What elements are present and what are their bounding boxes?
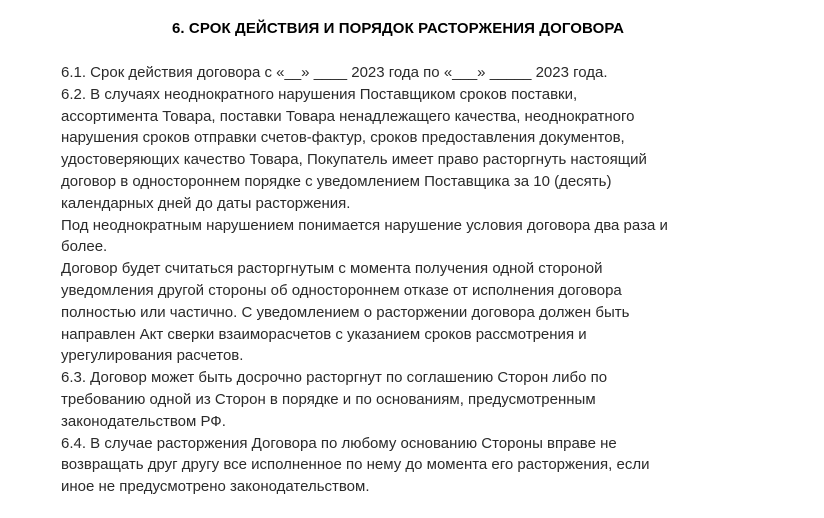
clause-6-4-line: 6.4. В случае расторжения Договора по любому основанию Стороны вправе не <box>61 434 617 452</box>
definition-line: Под неоднократным нарушением понимается нарушение условия договора два раза и <box>61 216 668 234</box>
termination-paragraph-line: урегулирования расчетов. <box>61 347 244 365</box>
termination-paragraph-line: уведомления другой стороны об одностороннем отказе от исполнения договора <box>61 281 622 299</box>
section-body <box>61 62 761 498</box>
termination-paragraph-line: направлен Акт сверки взаиморасчетов с указанием сроков рассмотрения и <box>61 325 587 343</box>
clause-6-1-line: 6.1. Срок действия договора с «__» ____ 2023 года по «___» _____ 2023 года. <box>61 64 608 81</box>
clause-6-4-line: возвращать друг другу все исполненное по нему до момента его расторжения, если <box>61 456 650 474</box>
clause-6-3-line: 6.3. Договор может быть досрочно расторгнут по соглашению Сторон либо по <box>61 369 608 387</box>
clause-6-2-line: удостоверяющих качество Товара, Покупатель имеет право расторгнуть настоящий <box>61 151 647 169</box>
clause-6-2-line: календарных дней до даты расторжения. <box>61 194 351 212</box>
clause-6-3-line: требованию одной из Сторон в порядке и по основаниям, предусмотренным <box>61 390 596 408</box>
clause-6-2-line: нарушения сроков отправки счетов-фактур, сроков предоставления документов, <box>61 129 625 147</box>
clause-6-3-line: законодательством РФ. <box>61 412 226 430</box>
definition-line: более. <box>61 238 108 256</box>
clause-6-4-line: иное не предусмотрено законодательством. <box>61 478 370 496</box>
clause-6-2-line: договор в одностороннем порядке с уведомлением Поставщика за 10 (десять) <box>61 172 612 190</box>
termination-paragraph-line: полностью или частично. С уведомлением о расторжении договора должен быть <box>61 303 630 321</box>
clause-6-2-line: 6.2. В случаях неоднократного нарушения Поставщиком сроков поставки, <box>61 85 578 103</box>
section-heading: 6. СРОК ДЕЙСТВИЯ И ПОРЯДОК РАСТОРЖЕНИЯ ДОГОВОРА <box>171 20 625 37</box>
termination-paragraph-line: Договор будет считаться расторгнутым с момента получения одной стороной <box>61 260 603 278</box>
clause-6-2-line: ассортимента Товара, поставки Товара ненадлежащего качества, неоднократного <box>61 107 635 125</box>
